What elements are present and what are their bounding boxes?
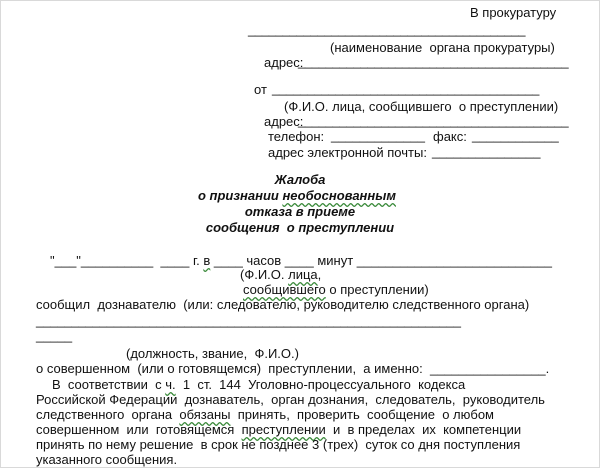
- paragraph-line4: [36, 422, 521, 437]
- address2-label: адрес:: [264, 114, 304, 129]
- para-d2: преступлении: [241, 422, 326, 437]
- title-line4: сообщения о преступлении: [205, 220, 395, 235]
- title-line2: [198, 188, 396, 203]
- phone-line: _____________: [331, 128, 425, 143]
- para-a2: ч.: [165, 377, 176, 392]
- title-line2-underlined: необоснованным: [282, 188, 396, 203]
- fio-caption-b: лица: [288, 267, 318, 282]
- title-line1: Жалоба: [274, 172, 326, 187]
- fio-caption2-b: о преступлении): [325, 282, 429, 297]
- para-c2: обязаны: [179, 407, 231, 422]
- address2-line: _______________________________________: [298, 113, 569, 128]
- position-caption: (должность, звание, Ф.И.О.): [126, 346, 299, 361]
- official-long-line: ____________________________________________________________: [36, 313, 461, 328]
- para-a3: 1 ст. 144 Уголовно-процессуального кодекса: [175, 377, 466, 392]
- date-line-part2: ____ часов ____ минут ___________________________: [210, 253, 552, 268]
- fio-caption-line1: [240, 267, 321, 282]
- para-c1: следственного органа: [36, 407, 180, 422]
- org-name-line: ________________________________________: [248, 22, 526, 37]
- fax-label: факс:: [433, 129, 467, 144]
- paragraph-line5: принять по нему решение в срок не позднее 3 (трех) суток со дня поступления: [36, 437, 521, 452]
- person-caption: (Ф.И.О. лица, сообщившего о преступлении): [284, 99, 559, 114]
- fio-caption2-a: сообщившего: [243, 282, 326, 297]
- email-line: _______________: [432, 144, 541, 159]
- from-line: ______________________________________: [272, 81, 540, 96]
- para-d3: и в пределах их компетенции: [325, 422, 522, 437]
- from-label: от: [254, 82, 267, 97]
- para-d1: совершенном или готовящемся: [36, 422, 242, 437]
- paragraph-line3: [36, 407, 494, 422]
- recipient-label: В прокуратуру: [470, 5, 557, 20]
- org-name-caption: (наименование органа прокуратуры): [330, 40, 555, 55]
- phone-label: телефон:: [268, 129, 325, 144]
- fio-caption-a: (Ф.И.О.: [240, 267, 289, 282]
- para-a1: В соответствии с: [52, 377, 166, 392]
- date-line-part1: "___"__________ ____ г.: [50, 253, 204, 268]
- title-line3: отказа в приеме: [244, 204, 356, 219]
- para-c3: принять, проверить сообщение о любом: [230, 407, 494, 422]
- date-time-line: [50, 253, 552, 268]
- paragraph-line2: Российской Федерации дознаватель, орган дознания, следователь, руководитель: [36, 392, 545, 407]
- official-short-line: _____: [36, 328, 73, 343]
- date-line-v: в: [203, 253, 211, 268]
- address-label: адрес:: [264, 55, 304, 70]
- fax-line: ____________: [472, 128, 559, 143]
- fio-caption-c: ,: [317, 267, 322, 282]
- paragraph-line6: указанного сообщения.: [36, 452, 178, 467]
- crime-line: о совершенном (или о готовящемся) преступлении, а именно: ________________.: [36, 361, 550, 376]
- fio-caption-line2: [243, 282, 429, 297]
- paragraph-line1: [52, 377, 465, 392]
- email-label: адрес электронной почты:: [268, 145, 427, 160]
- address-line: _______________________________________: [298, 54, 569, 69]
- reported-to-line: сообщил дознавателю (или: следователю, руководителю следственного органа): [36, 297, 530, 312]
- title-line2-text: о признании: [198, 188, 283, 203]
